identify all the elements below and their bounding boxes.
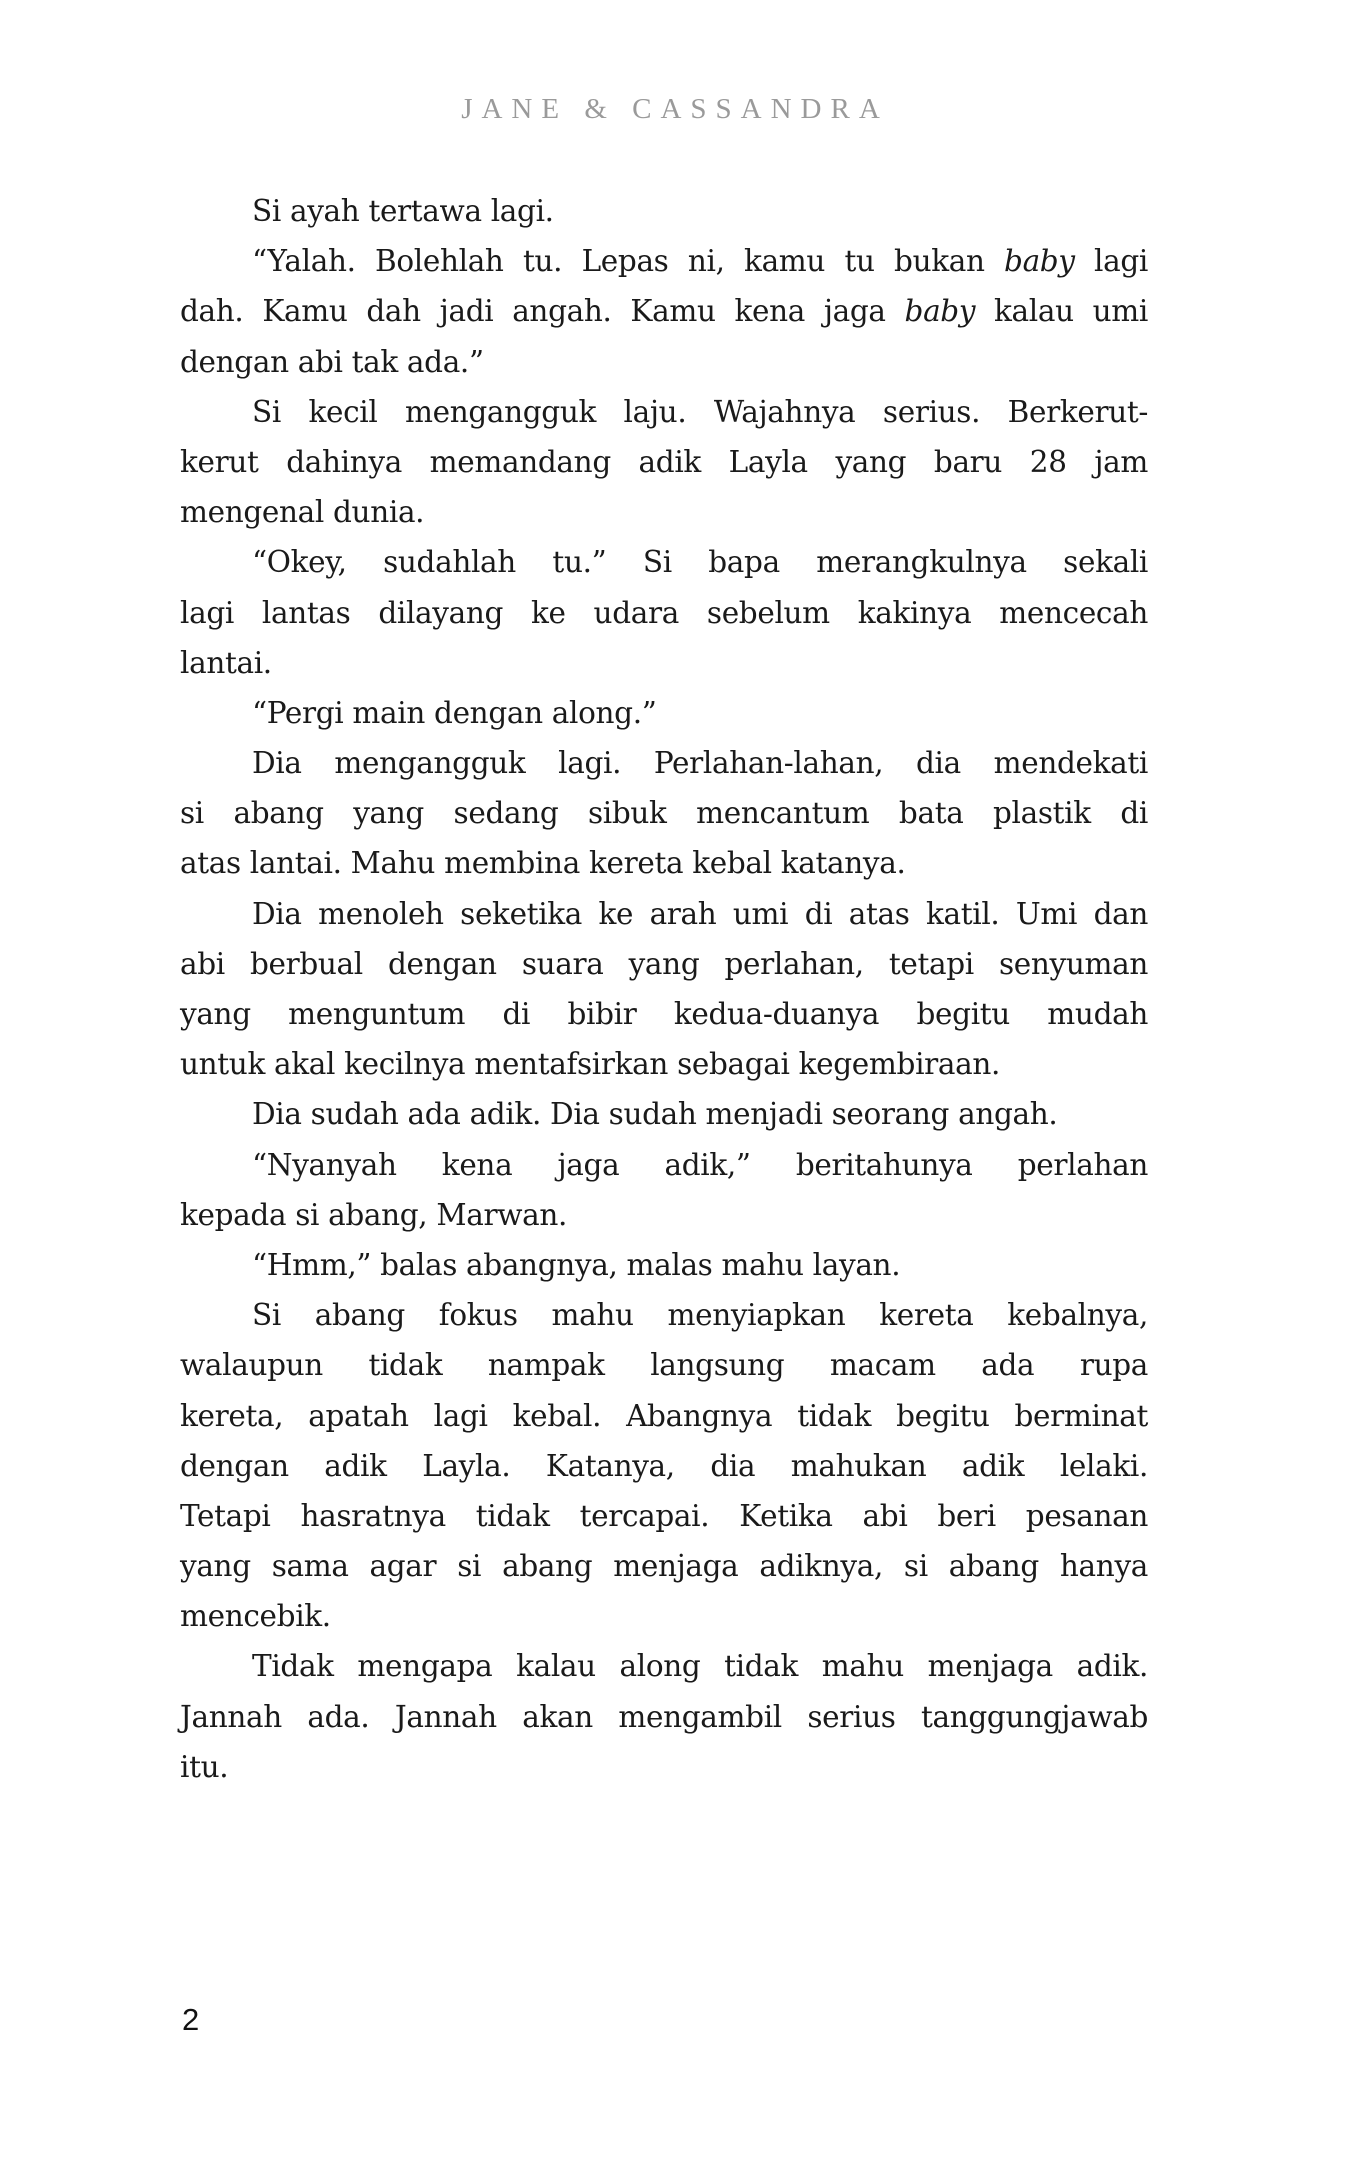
paragraph [180,1290,1148,1641]
text-line: Si abang fokus mahu menyiapkan kereta kebalnya, [252,1298,1148,1333]
paragraph [180,738,1148,889]
paragraph [180,889,1148,1090]
text-line: walaupun tidak nampak langsung macam ada rupa [180,1348,1148,1383]
paragraph [180,537,1148,688]
text-line: si abang yang sedang sibuk mencantum bata plastik di [180,796,1148,831]
text-line: “Pergi main dengan along.” [252,695,657,730]
text-line: abi berbual dengan suara yang perlahan, tetapi senyuman [180,946,1148,981]
text-line: mengenal dunia. [180,495,425,530]
text-line: kerut dahinya memandang adik Layla yang baru 28 jam [180,444,1148,479]
paragraph [180,1140,1148,1240]
running-header-title: JANE & CASSANDRA [461,93,889,125]
page-number: 2 [182,2002,200,2037]
text-line: Tidak mengapa kalau along tidak mahu menjaga adik. [252,1649,1148,1684]
text-line: yang menguntum di bibir kedua-duanya begitu mudah [180,997,1148,1031]
text-line: “Hmm,” balas abangnya, malas mahu layan. [252,1247,901,1282]
paragraph [180,688,1148,738]
text-line: Jannah ada. Jannah akan mengambil serius tanggungjawab [180,1699,1148,1734]
text-line: Dia mengangguk lagi. Perlahan-lahan, dia mendekati [252,746,1148,781]
text-line: kereta, apatah lagi kebal. Abangnya tidak begitu berminat [180,1398,1148,1433]
text-line: Si ayah tertawa lagi. [252,194,554,228]
italic-word: baby [1004,244,1075,279]
text-line: dengan abi tak ada.” [180,344,484,379]
paragraph [180,1089,1148,1139]
text-line: yang sama agar si abang menjaga adiknya, si abang hanya [180,1549,1148,1584]
body-text [180,186,1148,1792]
text-line: kepada si abang, Marwan. [180,1197,568,1232]
paragraph [180,1240,1148,1290]
text-line: itu. [180,1749,229,1784]
text-line: Tetapi hasratnya tidak tercapai. Ketika abi beri pesanan [180,1498,1148,1533]
text-line: mencebik. [180,1599,331,1634]
text-line: atas lantai. Mahu membina kereta kebal katanya. [180,846,906,881]
paragraph [180,236,1148,387]
paragraph [180,186,1148,236]
text-line: Dia menoleh seketika ke arah umi di atas katil. Umi dan [252,896,1148,931]
paragraph [180,1641,1148,1792]
text-segment: kalau umi [975,294,1148,329]
text-segment: “Yalah. Bolehlah tu. Lepas ni, kamu tu bukan [252,244,1005,279]
text-segment: lagi [1074,244,1148,279]
text-line: Dia sudah ada adik. Dia sudah menjadi seorang angah. [252,1097,1058,1132]
text-line: Si kecil mengangguk laju. Wajahnya serius. Berkerut- [252,394,1148,429]
paragraph [180,387,1148,538]
text-line [180,286,1148,336]
text-line: “Okey, sudahlah tu.” Si bapa merangkulnya sekali [252,545,1148,580]
text-line: untuk akal kecilnya mentafsirkan sebagai kegembiraan. [180,1047,1001,1082]
text-line: “Nyanyah kena jaga adik,” beritahunya perlahan [252,1147,1148,1182]
text-line: lagi lantas dilayang ke udara sebelum kakinya mencecah [180,595,1148,630]
text-segment: dah. Kamu dah jadi angah. Kamu kena jaga [180,294,905,329]
text-line [180,236,1148,286]
text-line: dengan adik Layla. Katanya, dia mahukan adik lelaki. [180,1448,1148,1483]
text-line: lantai. [180,645,272,680]
italic-word: baby [904,294,976,329]
